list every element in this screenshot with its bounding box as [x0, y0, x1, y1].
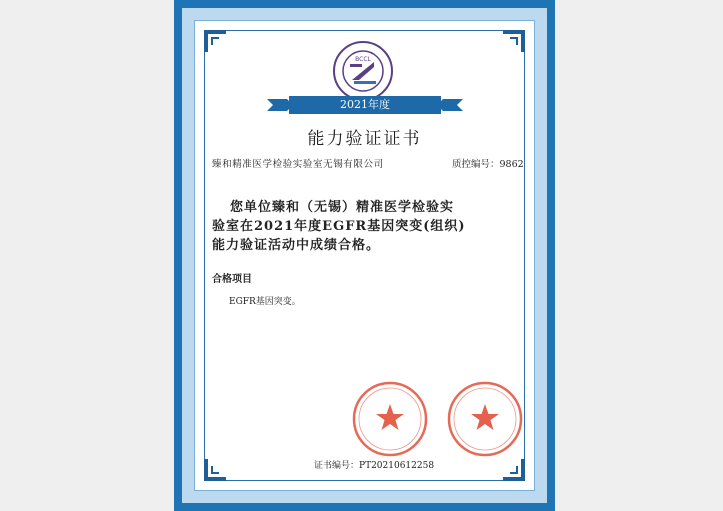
qualified-items-heading: 合格项目 [212, 274, 252, 285]
certificate-number-value: PT20210612258 [359, 461, 435, 471]
qc-number [452, 156, 524, 170]
body-line-1: 您单位臻和（无锡）精准医学检验实 [230, 200, 455, 215]
red-stamp-seal-icon [351, 380, 429, 458]
certificate [174, 0, 555, 511]
certificate-number-label: 证书编号： [314, 461, 360, 471]
qualified-item: EGFR基因突变。 [229, 297, 301, 307]
corner-ornament-icon [503, 459, 525, 481]
body-line-3: 能力验证活动中成绩合格。 [212, 238, 381, 253]
red-stamp-seal-icon [446, 380, 524, 458]
corner-ornament-icon [204, 459, 226, 481]
lab-name: 臻和精准医学检验实验室无锡有限公司 [212, 159, 384, 170]
year-ribbon [267, 96, 463, 114]
qc-number-label: 质控编号： [452, 159, 500, 170]
certificate-body [212, 198, 522, 255]
body-line-2: 验室在2021年度EGFR基因突变(组织) [212, 219, 466, 234]
corner-ornament-icon [204, 30, 226, 52]
certificate-title: 能力验证证书 [307, 129, 422, 149]
logo-text: BCCL [355, 56, 371, 63]
certificate-number [314, 458, 434, 471]
lab-emblem-icon [332, 40, 394, 102]
year-label: 2021年度 [340, 98, 390, 111]
qc-number-value: 9862 [499, 159, 524, 170]
corner-ornament-icon [503, 30, 525, 52]
